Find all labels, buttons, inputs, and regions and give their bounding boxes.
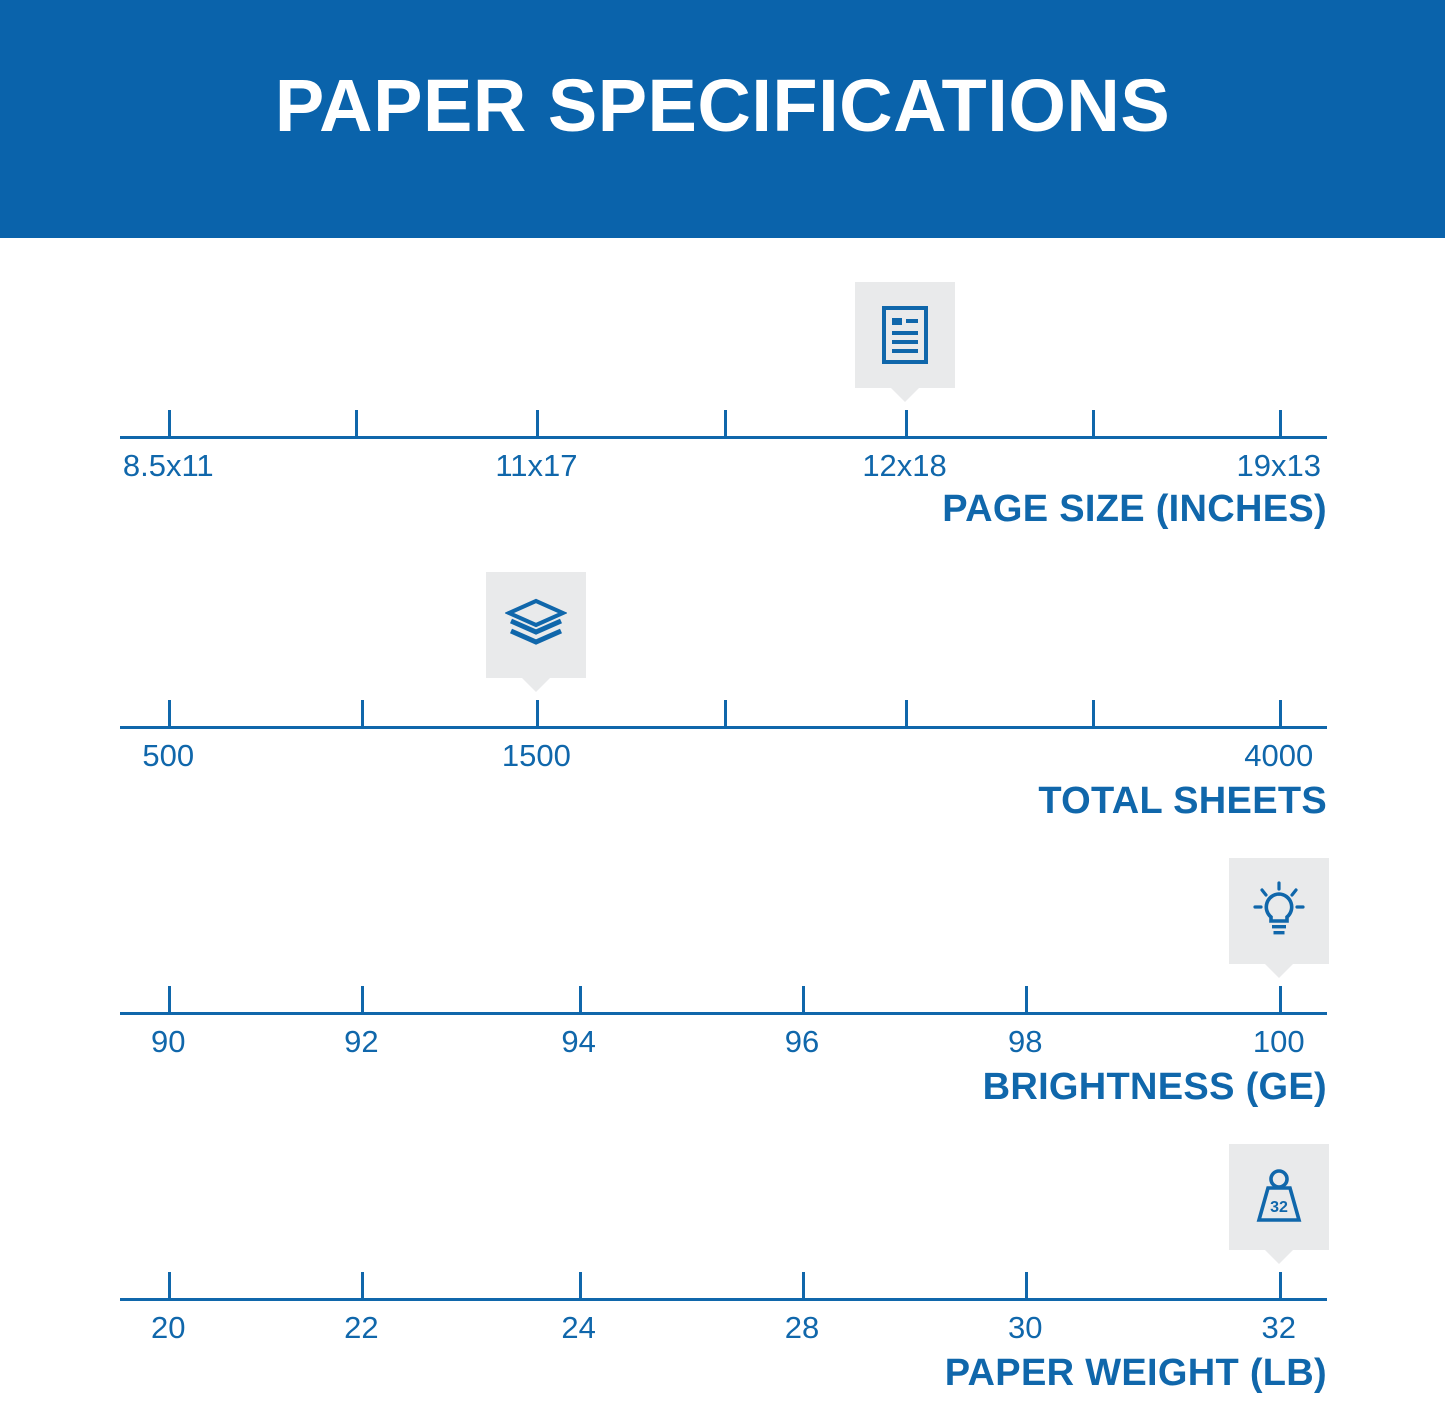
axis-tick-label: 12x18 — [862, 448, 947, 483]
header-banner — [0, 0, 1445, 238]
marker-tail — [1264, 963, 1294, 978]
axis-brightness — [120, 1012, 1327, 1059]
axis-tick-label: 28 — [784, 1310, 820, 1345]
scale-paper-weight — [0, 1120, 1445, 1414]
axis-tick — [1092, 410, 1095, 436]
axis-tick — [1279, 410, 1282, 436]
weight-icon-value: 32 — [1269, 1199, 1288, 1216]
specs-scales — [0, 238, 1445, 1414]
weight-icon — [1250, 1166, 1308, 1228]
axis-tick — [361, 986, 364, 1012]
axis-caption-brightness: BRIGHTNESS (GE) — [982, 1066, 1327, 1108]
axis-tick-label: 20 — [151, 1310, 186, 1345]
axis-tick — [1279, 700, 1282, 726]
axis-tick — [361, 1272, 364, 1298]
axis-tick-label: 11x17 — [495, 448, 578, 483]
axis-tick-label: 96 — [784, 1024, 820, 1059]
axis-tick — [361, 700, 364, 726]
axis-tick — [536, 700, 539, 726]
axis-tick-label: 24 — [561, 1310, 596, 1345]
axis-tick-label: 98 — [1008, 1024, 1043, 1059]
axis-tick — [168, 1272, 171, 1298]
lightbulb-icon — [1250, 880, 1308, 942]
axis-caption-page-size: PAGE SIZE (INCHES) — [942, 488, 1327, 530]
page-title: PAPER SPECIFICATIONS — [274, 64, 1171, 147]
marker-total-sheets — [486, 572, 586, 678]
marker-brightness — [1229, 858, 1329, 964]
axis-tick — [1279, 1272, 1282, 1298]
axis-tick — [1025, 1272, 1028, 1298]
axis-total-sheets — [120, 726, 1327, 773]
scale-page-size — [0, 238, 1445, 532]
axis-tick — [536, 410, 539, 436]
axis-paper-weight — [120, 1298, 1327, 1345]
axis-tick-label: 100 — [1252, 1024, 1305, 1059]
axis-tick — [168, 410, 171, 436]
axis-tick-label: 92 — [344, 1024, 379, 1059]
axis-tick-label: 32 — [1261, 1310, 1296, 1345]
axis-tick — [579, 986, 582, 1012]
axis-tick — [1025, 986, 1028, 1012]
axis-tick-label: 94 — [561, 1024, 596, 1059]
marker-page-size — [855, 282, 955, 388]
axis-tick-label: 8.5x11 — [122, 448, 214, 483]
axis-tick-label: 22 — [344, 1310, 379, 1345]
axis-tick — [168, 700, 171, 726]
axis-tick — [1092, 700, 1095, 726]
paper-stack-icon — [505, 597, 567, 653]
axis-tick — [1279, 986, 1282, 1012]
axis-tick — [724, 700, 727, 726]
axis-tick — [579, 1272, 582, 1298]
axis-tick-label: 4000 — [1244, 738, 1314, 773]
axis-tick — [168, 986, 171, 1012]
axis-tick — [802, 1272, 805, 1298]
axis-tick-label: 30 — [1008, 1310, 1043, 1345]
axis-page-size — [120, 436, 1327, 483]
document-icon — [881, 305, 929, 365]
axis-tick — [355, 410, 358, 436]
axis-caption-total-sheets: TOTAL SHEETS — [1038, 780, 1327, 822]
axis-tick-label: 90 — [151, 1024, 186, 1059]
axis-tick-label: 19x13 — [1236, 448, 1321, 483]
marker-paper-weight — [1229, 1144, 1329, 1250]
scale-brightness — [0, 826, 1445, 1120]
axis-caption-paper-weight: PAPER WEIGHT (LB) — [944, 1352, 1327, 1394]
scale-total-sheets — [0, 532, 1445, 826]
marker-tail — [521, 677, 551, 692]
marker-tail — [890, 387, 920, 402]
axis-tick — [905, 700, 908, 726]
axis-tick — [724, 410, 727, 436]
axis-tick-label: 500 — [142, 738, 195, 773]
axis-tick — [802, 986, 805, 1012]
axis-tick — [905, 410, 908, 436]
axis-tick-label: 1500 — [501, 738, 571, 773]
marker-tail — [1264, 1249, 1294, 1264]
